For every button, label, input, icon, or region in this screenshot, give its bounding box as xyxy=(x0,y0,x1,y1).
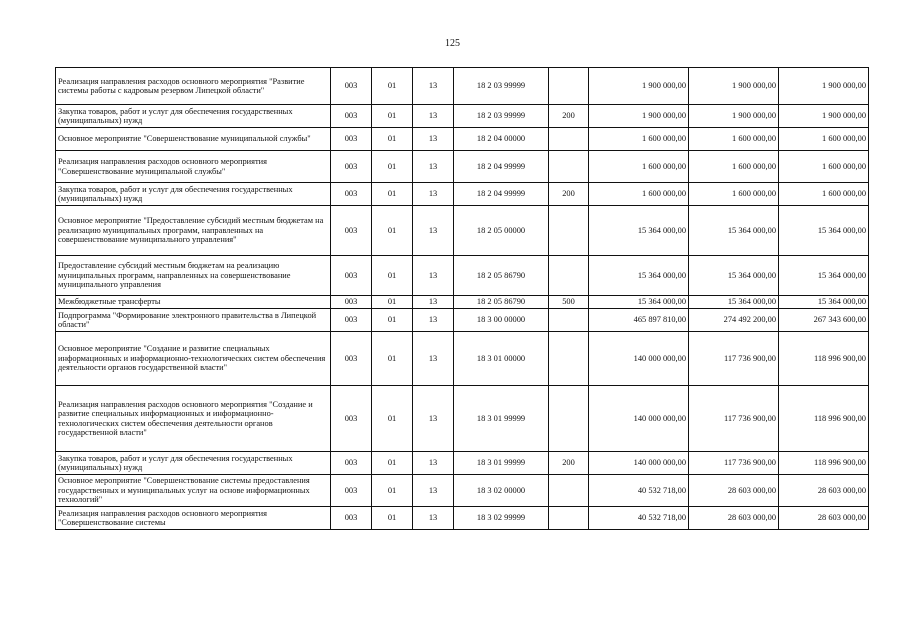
expense-type-code xyxy=(549,68,589,105)
amount-year3: 1 600 000,00 xyxy=(779,128,869,151)
amount-year3: 118 996 900,00 xyxy=(779,386,869,452)
expense-type-code xyxy=(549,256,589,296)
row-name: Основное мероприятие "Создание и развитие специальных информационных и информационно-технологических систем обеспечения деятельности органов государственной власти" xyxy=(56,332,331,386)
amount-year3: 267 343 600,00 xyxy=(779,309,869,332)
ved-code: 003 xyxy=(331,128,372,151)
row-name: Подпрограмма "Формирование электронного правительства в Липецкой области" xyxy=(56,309,331,332)
subsection-code: 13 xyxy=(413,507,454,530)
section-code: 01 xyxy=(372,256,413,296)
section-code: 01 xyxy=(372,296,413,309)
row-name: Реализация направления расходов основного мероприятия "Совершенствование системы xyxy=(56,507,331,530)
section-code: 01 xyxy=(372,475,413,507)
amount-year1: 1 600 000,00 xyxy=(589,151,689,183)
ved-code: 003 xyxy=(331,296,372,309)
amount-year2: 15 364 000,00 xyxy=(689,296,779,309)
amount-year2: 1 600 000,00 xyxy=(689,183,779,206)
amount-year1: 15 364 000,00 xyxy=(589,296,689,309)
section-code: 01 xyxy=(372,206,413,256)
amount-year1: 465 897 810,00 xyxy=(589,309,689,332)
row-name: Закупка товаров, работ и услуг для обеспечения государственных (муниципальных) нужд xyxy=(56,183,331,206)
amount-year1: 140 000 000,00 xyxy=(589,452,689,475)
expense-type-code xyxy=(549,309,589,332)
subsection-code: 13 xyxy=(413,68,454,105)
table-row xyxy=(56,105,869,128)
row-name: Закупка товаров, работ и услуг для обеспечения государственных (муниципальных) нужд xyxy=(56,452,331,475)
amount-year2: 117 736 900,00 xyxy=(689,332,779,386)
expense-type-code xyxy=(549,475,589,507)
subsection-code: 13 xyxy=(413,105,454,128)
expense-type-code: 200 xyxy=(549,183,589,206)
subsection-code: 13 xyxy=(413,332,454,386)
amount-year2: 1 900 000,00 xyxy=(689,68,779,105)
amount-year3: 15 364 000,00 xyxy=(779,206,869,256)
target-article-code: 18 3 01 99999 xyxy=(454,452,549,475)
target-article-code: 18 2 03 99999 xyxy=(454,105,549,128)
table-row xyxy=(56,183,869,206)
subsection-code: 13 xyxy=(413,475,454,507)
expense-type-code: 500 xyxy=(549,296,589,309)
subsection-code: 13 xyxy=(413,309,454,332)
target-article-code: 18 2 04 00000 xyxy=(454,128,549,151)
table-row xyxy=(56,296,869,309)
ved-code: 003 xyxy=(331,151,372,183)
row-name: Реализация направления расходов основного мероприятия "Создание и развитие специальных информационных и информационно-технологических систем обеспечения деятельности органов государственной власти" xyxy=(56,386,331,452)
expense-type-code: 200 xyxy=(549,105,589,128)
section-code: 01 xyxy=(372,183,413,206)
target-article-code: 18 3 01 00000 xyxy=(454,332,549,386)
row-name: Реализация направления расходов основного мероприятия "Развитие системы работы с кадровым резервом Липецкой области" xyxy=(56,68,331,105)
amount-year2: 15 364 000,00 xyxy=(689,256,779,296)
amount-year1: 140 000 000,00 xyxy=(589,386,689,452)
amount-year2: 117 736 900,00 xyxy=(689,386,779,452)
target-article-code: 18 2 05 86790 xyxy=(454,256,549,296)
ved-code: 003 xyxy=(331,452,372,475)
expense-type-code xyxy=(549,206,589,256)
subsection-code: 13 xyxy=(413,386,454,452)
expense-type-code: 200 xyxy=(549,452,589,475)
subsection-code: 13 xyxy=(413,206,454,256)
amount-year2: 1 600 000,00 xyxy=(689,151,779,183)
amount-year3: 1 900 000,00 xyxy=(779,105,869,128)
amount-year1: 1 600 000,00 xyxy=(589,128,689,151)
table-row xyxy=(56,507,869,530)
ved-code: 003 xyxy=(331,105,372,128)
budget-table xyxy=(55,67,869,530)
amount-year1: 15 364 000,00 xyxy=(589,256,689,296)
amount-year3: 1 600 000,00 xyxy=(779,151,869,183)
table-row xyxy=(56,206,869,256)
target-article-code: 18 3 01 99999 xyxy=(454,386,549,452)
section-code: 01 xyxy=(372,332,413,386)
amount-year1: 15 364 000,00 xyxy=(589,206,689,256)
ved-code: 003 xyxy=(331,309,372,332)
expense-type-code xyxy=(549,507,589,530)
target-article-code: 18 2 05 86790 xyxy=(454,296,549,309)
amount-year3: 118 996 900,00 xyxy=(779,452,869,475)
ved-code: 003 xyxy=(331,475,372,507)
amount-year1: 40 532 718,00 xyxy=(589,507,689,530)
target-article-code: 18 3 02 00000 xyxy=(454,475,549,507)
amount-year2: 1 900 000,00 xyxy=(689,105,779,128)
table-row xyxy=(56,256,869,296)
amount-year1: 1 600 000,00 xyxy=(589,183,689,206)
row-name: Основное мероприятие "Предоставление субсидий местным бюджетам на реализацию муниципальных программ, направленных на совершенствование муниципального управления" xyxy=(56,206,331,256)
row-name: Основное мероприятие "Совершенствование системы предоставления государственных и муниципальных услуг на основе информационных технологий" xyxy=(56,475,331,507)
ved-code: 003 xyxy=(331,332,372,386)
amount-year2: 15 364 000,00 xyxy=(689,206,779,256)
section-code: 01 xyxy=(372,105,413,128)
ved-code: 003 xyxy=(331,256,372,296)
table-row xyxy=(56,128,869,151)
section-code: 01 xyxy=(372,128,413,151)
row-name: Предоставление субсидий местным бюджетам на реализацию муниципальных программ, направленных на совершенствование муниципального управления xyxy=(56,256,331,296)
target-article-code: 18 3 00 00000 xyxy=(454,309,549,332)
amount-year2: 117 736 900,00 xyxy=(689,452,779,475)
amount-year2: 274 492 200,00 xyxy=(689,309,779,332)
amount-year1: 40 532 718,00 xyxy=(589,475,689,507)
target-article-code: 18 2 03 99999 xyxy=(454,68,549,105)
amount-year3: 28 603 000,00 xyxy=(779,475,869,507)
row-name: Межбюджетные трансферты xyxy=(56,296,331,309)
subsection-code: 13 xyxy=(413,183,454,206)
table-row xyxy=(56,452,869,475)
subsection-code: 13 xyxy=(413,296,454,309)
amount-year3: 15 364 000,00 xyxy=(779,256,869,296)
ved-code: 003 xyxy=(331,206,372,256)
table-row xyxy=(56,475,869,507)
section-code: 01 xyxy=(372,151,413,183)
subsection-code: 13 xyxy=(413,128,454,151)
amount-year3: 118 996 900,00 xyxy=(779,332,869,386)
table-body xyxy=(56,68,869,530)
target-article-code: 18 2 05 00000 xyxy=(454,206,549,256)
table-row xyxy=(56,309,869,332)
amount-year2: 28 603 000,00 xyxy=(689,475,779,507)
section-code: 01 xyxy=(372,309,413,332)
ved-code: 003 xyxy=(331,507,372,530)
section-code: 01 xyxy=(372,452,413,475)
amount-year3: 28 603 000,00 xyxy=(779,507,869,530)
expense-type-code xyxy=(549,128,589,151)
target-article-code: 18 2 04 99999 xyxy=(454,151,549,183)
target-article-code: 18 2 04 99999 xyxy=(454,183,549,206)
table-row xyxy=(56,386,869,452)
table-row xyxy=(56,332,869,386)
ved-code: 003 xyxy=(331,68,372,105)
section-code: 01 xyxy=(372,68,413,105)
table-row xyxy=(56,68,869,105)
amount-year2: 1 600 000,00 xyxy=(689,128,779,151)
amount-year3: 1 900 000,00 xyxy=(779,68,869,105)
row-name: Реализация направления расходов основного мероприятия "Совершенствование муниципальной службы" xyxy=(56,151,331,183)
row-name: Основное мероприятие "Совершенствование муниципальной службы" xyxy=(56,128,331,151)
row-name: Закупка товаров, работ и услуг для обеспечения государственных (муниципальных) нужд xyxy=(56,105,331,128)
table-row xyxy=(56,151,869,183)
amount-year2: 28 603 000,00 xyxy=(689,507,779,530)
subsection-code: 13 xyxy=(413,151,454,183)
amount-year3: 1 600 000,00 xyxy=(779,183,869,206)
target-article-code: 18 3 02 99999 xyxy=(454,507,549,530)
amount-year1: 140 000 000,00 xyxy=(589,332,689,386)
ved-code: 003 xyxy=(331,386,372,452)
section-code: 01 xyxy=(372,507,413,530)
expense-type-code xyxy=(549,151,589,183)
amount-year3: 15 364 000,00 xyxy=(779,296,869,309)
section-code: 01 xyxy=(372,386,413,452)
subsection-code: 13 xyxy=(413,452,454,475)
page-number: 125 xyxy=(445,38,460,49)
amount-year1: 1 900 000,00 xyxy=(589,105,689,128)
ved-code: 003 xyxy=(331,183,372,206)
amount-year1: 1 900 000,00 xyxy=(589,68,689,105)
subsection-code: 13 xyxy=(413,256,454,296)
expense-type-code xyxy=(549,386,589,452)
expense-type-code xyxy=(549,332,589,386)
